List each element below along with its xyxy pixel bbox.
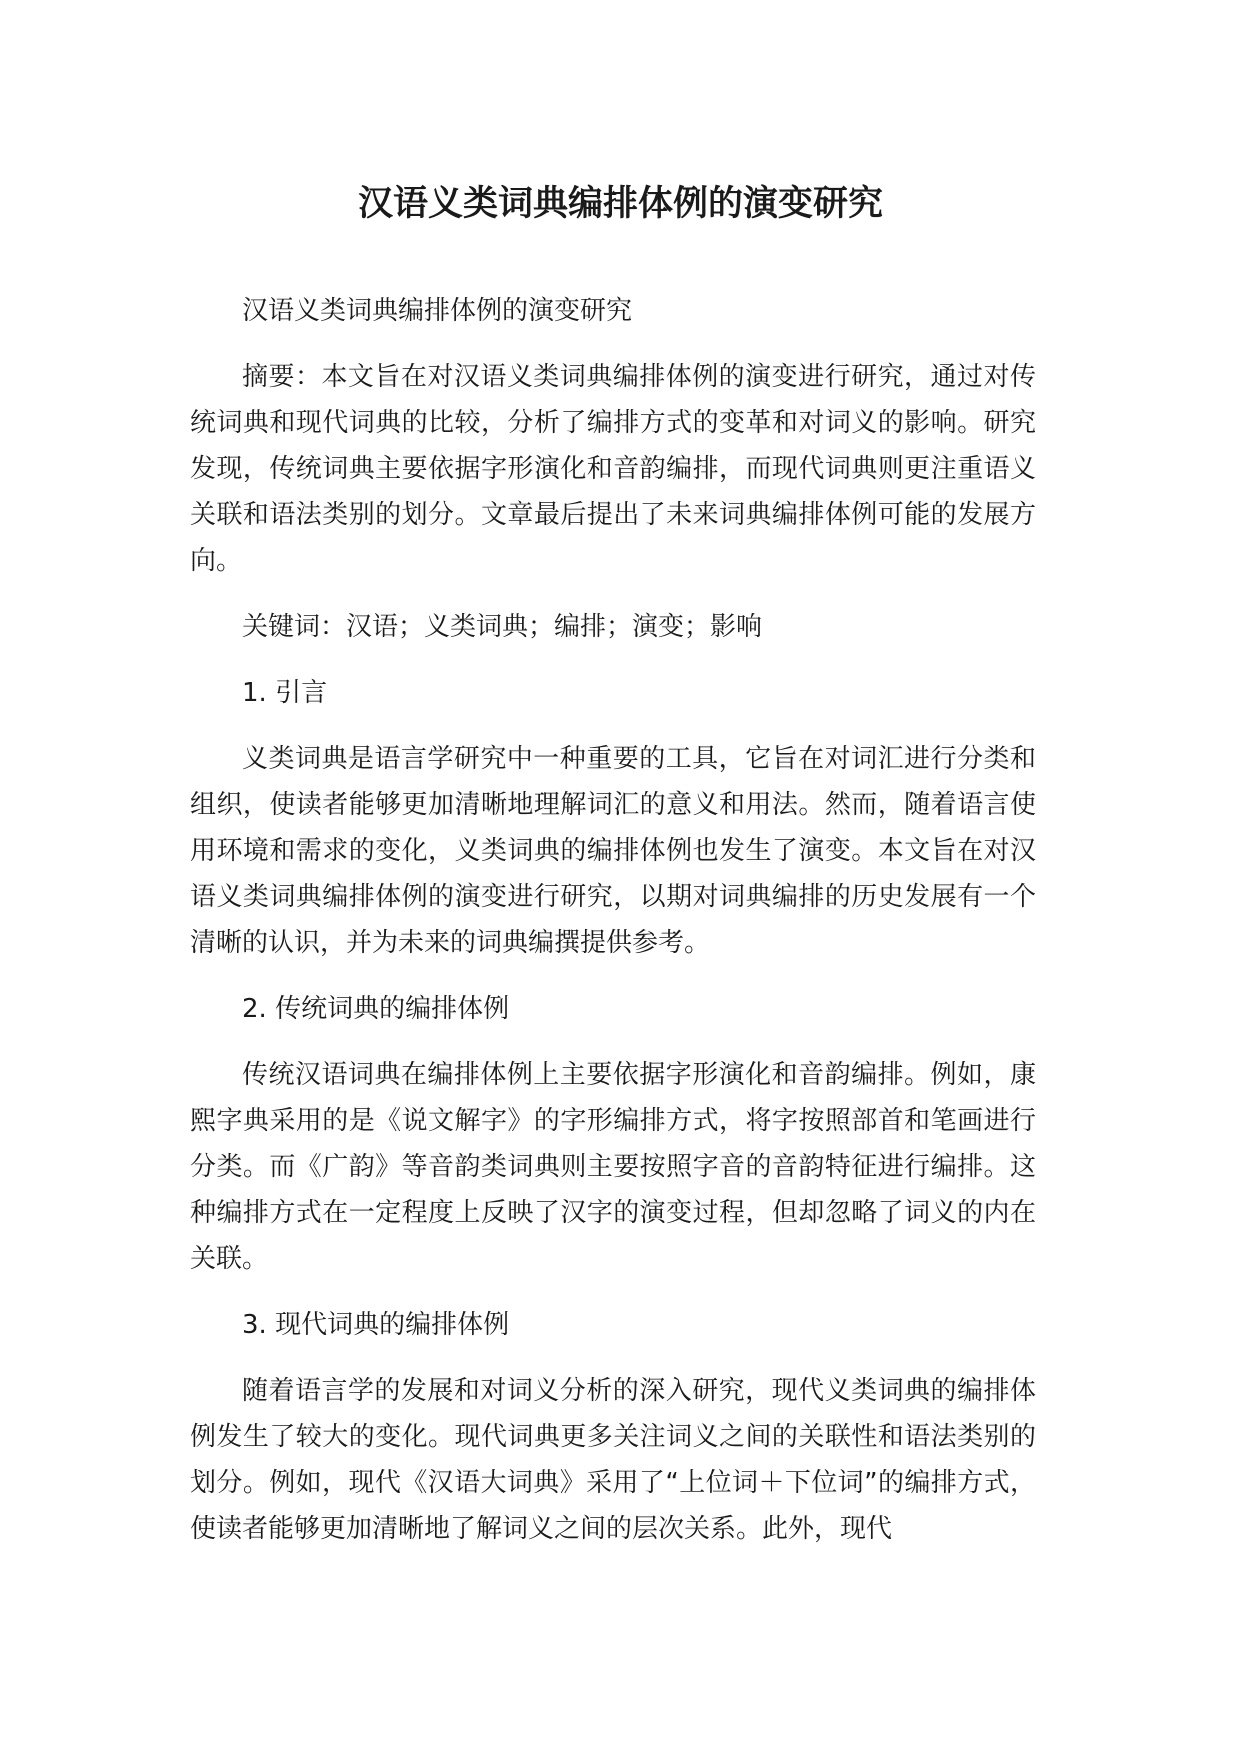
introduction-paragraph: 义类词典是语言学研究中一种重要的工具，它旨在对词汇进行分类和组织，使读者能够更加清晰地理解词汇的意义和用法。然而，随着语言使用环境和需求的变化，义类词典的编排体例也发生了演变。本文旨在对汉语义类词典编排体例的演变进行研究，以期对词典编排的历史发展有一个清晰的认识，并为未来的词典编撰提供参考。 — [190, 744, 1036, 958]
section-heading-traditional: 2. 传统词典的编排体例 — [242, 994, 510, 1024]
subtitle-paragraph: 汉语义类词典编排体例的演变研究 — [242, 296, 633, 326]
abstract-paragraph: 摘要：本文旨在对汉语义类词典编排体例的演变进行研究，通过对传统词典和现代词典的比较，分析了编排方式的变革和对词义的影响。研究发现，传统词典主要依据字形演化和音韵编排，而现代词典则更注重语义关联和语法类别的划分。文章最后提出了未来词典编排体例可能的发展方向。 — [190, 362, 1036, 576]
section-heading-modern: 3. 现代词典的编排体例 — [242, 1310, 510, 1340]
document-body — [190, 288, 1036, 1572]
document-title: 汉语义类词典编排体例的演变研究 — [357, 184, 883, 224]
traditional-paragraph: 传统汉语词典在编排体例上主要依据字形演化和音韵编排。例如，康熙字典采用的是《说文解字》的字形编排方式，将字按照部首和笔画进行分类。而《广韵》等音韵类词典则主要按照字音的音韵特征进行编排。这种编排方式在一定程度上反映了汉字的演变过程，但却忽略了词义的内在关联。 — [190, 1060, 1036, 1274]
modern-paragraph: 随着语言学的发展和对词义分析的深入研究，现代义类词典的编排体例发生了较大的变化。现代词典更多关注词义之间的关联性和语法类别的划分。例如，现代《汉语大词典》采用了“上位词＋下位词”的编排方式，使读者能够更加清晰地了解词义之间的层次关系。此外，现代 — [190, 1376, 1036, 1544]
keywords-paragraph: 关键词：汉语；义类词典；编排；演变；影响 — [242, 612, 763, 642]
section-heading-introduction: 1. 引言 — [242, 678, 328, 708]
